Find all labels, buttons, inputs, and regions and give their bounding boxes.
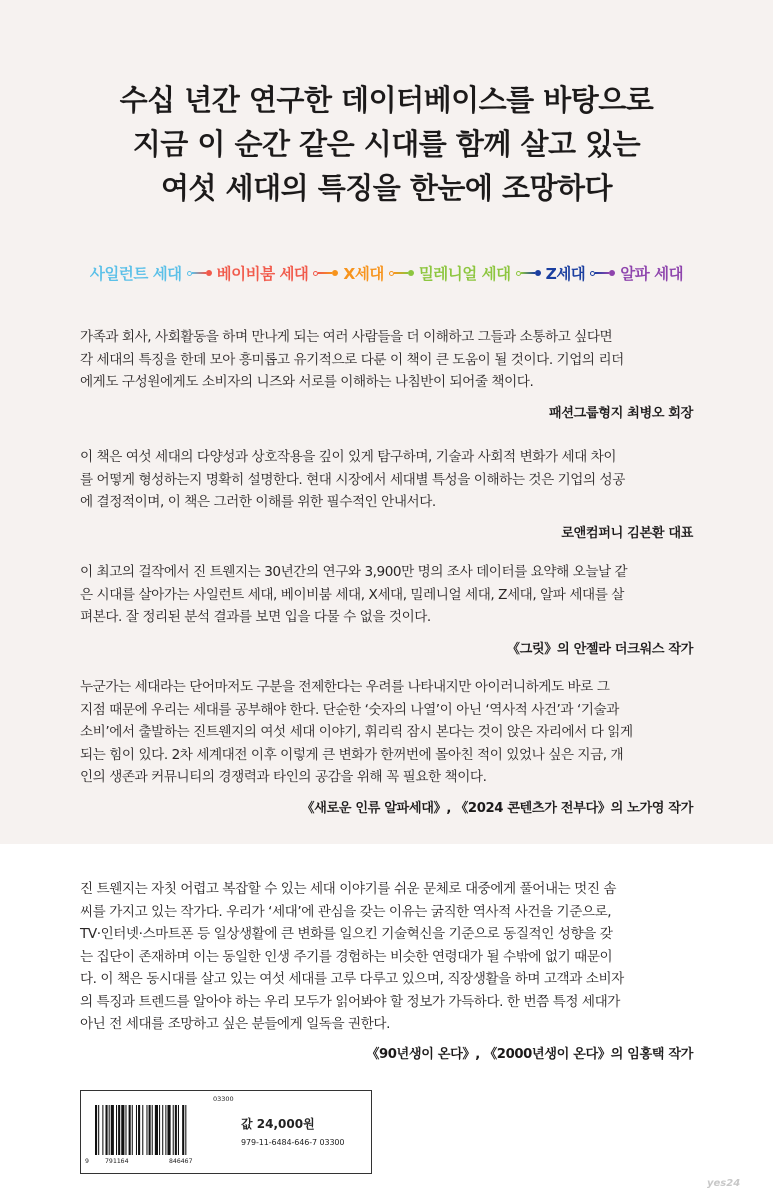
barcode-addon-code: 03300 xyxy=(213,1095,234,1103)
generation-timeline xyxy=(0,262,773,284)
blurb-line: 씨를 가지고 있는 작가다. 우리가 ‘세대’에 관심을 갖는 이유는 굵직한 역사적 사건을 기준으로, xyxy=(80,903,612,920)
generation-label: 베이비붐 세대 xyxy=(216,265,309,283)
connector-arrow-icon xyxy=(590,270,615,276)
blurb-2 xyxy=(80,446,694,514)
blurb-line: 인의 생존과 커뮤니티의 경쟁력과 타인의 공감을 위해 꼭 필요한 책이다. xyxy=(80,769,487,785)
blurb-line: 각 세대의 특징을 한데 모아 흥미롭고 유기적으로 다룬 이 책이 큰 도움이 될 것이다. 기업의 리더 xyxy=(80,351,624,368)
blurb-1 xyxy=(80,326,694,394)
blurb-3-attribution: 《그릿》의 안젤라 더크워스 작가 xyxy=(506,642,693,657)
barcode-box xyxy=(80,1090,372,1174)
blurb-5-attribution: 《90년생이 온다》, 《2000년생이 온다》의 임홍택 작가 xyxy=(366,1047,693,1062)
blurb-line: 에게도 구성원에게도 소비자의 니즈와 서로를 이해하는 나침반이 되어줄 책이다. xyxy=(80,374,534,390)
blurb-line: 은 시대를 살아가는 사일런트 세대, 베이비붐 세대, X세대, 밀레니얼 세대, Z세대, 알파 세대를 살 xyxy=(80,586,624,603)
blurb-line: 다. 이 책은 동시대를 살고 있는 여섯 세대를 고루 다루고 있으며, 직장생활을 하며 고객과 소비자 xyxy=(80,971,624,987)
price-label: 값 24,000원 xyxy=(241,1117,315,1131)
generation-label: Z세대 xyxy=(545,265,586,283)
barcode-digits-group-2: 846467 xyxy=(169,1157,193,1165)
blurb-line: 소비’에서 출발하는 진트웬지의 여섯 세대 이야기, 휘리릭 잠시 본다는 것이 앉은 자리에서 다 읽게 xyxy=(80,724,633,740)
blurb-line: 가족과 회사, 사회활동을 하며 만나게 되는 여러 사람들을 더 이해하고 그들과 소통하고 싶다면 xyxy=(80,329,613,345)
connector-arrow-icon xyxy=(389,270,414,276)
blurb-line: 는 집단이 존재하며 이는 동일한 인생 주기를 경험하는 비슷한 연령대가 될 수밖에 없기 때문이 xyxy=(80,948,613,965)
blurb-line: 의 특징과 트렌드를 알아야 하는 우리 모두가 읽어봐야 할 정보가 가득하다. 한 번쯤 특정 세대가 xyxy=(80,993,620,1010)
isbn-number: 979-11-6484-646-7 03300 xyxy=(241,1138,345,1147)
barcode-icon xyxy=(93,1105,233,1155)
headline-line-3: 여섯 세대의 특징을 한눈에 조망하다 xyxy=(160,171,613,205)
connector-arrow-icon xyxy=(187,270,212,276)
blurb-line: 에 결정적이며, 이 책은 그러한 이해를 위한 필수적인 안내서다. xyxy=(80,494,436,510)
generation-label: 사일런트 세대 xyxy=(89,265,182,283)
headline xyxy=(0,78,773,210)
blurb-line: 펴본다. 잘 정리된 분석 결과를 보면 입을 다물 수 없을 것이다. xyxy=(80,609,431,625)
watermark-logo: yes24 xyxy=(707,1178,741,1189)
barcode-digit-left: 9 xyxy=(85,1157,89,1165)
blurb-line: 를 어떻게 형성하는지 명확히 설명한다. 현대 시장에서 세대별 특성을 이해하는 것은 기업의 성공 xyxy=(80,471,625,488)
blurb-line: 아닌 전 세대를 조망하고 싶은 분들에게 일독을 권한다. xyxy=(80,1016,390,1032)
headline-line-2: 지금 이 순간 같은 시대를 함께 살고 있는 xyxy=(132,127,641,161)
headline-line-1: 수십 년간 연구한 데이터베이스를 바탕으로 xyxy=(119,83,654,117)
blurb-line: 누군가는 세대라는 단어마저도 구분을 전제한다는 우려를 나타내지만 아이러니하게도 바로 그 xyxy=(80,679,610,695)
generation-label: 알파 세대 xyxy=(620,265,684,283)
generation-label: 밀레니얼 세대 xyxy=(418,265,511,283)
barcode-digits-group-1: 791164 xyxy=(105,1157,129,1165)
blurb-line: 진 트웬지는 자칫 어렵고 복잡할 수 있는 세대 이야기를 쉬운 문체로 대중에게 풀어내는 멋진 솜 xyxy=(80,881,617,897)
blurb-2-attribution: 로앤컴퍼니 김본환 대표 xyxy=(561,526,693,541)
blurb-4 xyxy=(80,676,694,789)
blurb-line: 지점 때문에 우리는 세대를 공부해야 한다. 단순한 ‘숫자의 나열’이 아닌 ‘역사적 사건’과 ‘기술과 xyxy=(80,701,619,718)
blurb-4-attribution: 《새로운 인류 알파세대》, 《2024 콘텐츠가 전부다》의 노가영 작가 xyxy=(301,801,693,816)
blurb-5 xyxy=(80,878,694,1036)
connector-arrow-icon xyxy=(313,270,338,276)
connector-arrow-icon xyxy=(516,270,541,276)
blurb-line: TV·인터넷·스마트폰 등 일상생활에 큰 변화를 일으킨 기술혁신을 기준으로 동질적인 성향을 갖 xyxy=(80,926,613,942)
blurb-3 xyxy=(80,561,694,629)
blurb-line: 되는 힘이 있다. 2차 세계대전 이후 이렇게 큰 변화가 한꺼번에 몰아친 적이 있었나 싶은 지금, 개 xyxy=(80,746,624,763)
blurb-line: 이 최고의 걸작에서 진 트웬지는 30년간의 연구와 3,900만 명의 조사 데이터를 요약해 오늘날 같 xyxy=(80,564,628,580)
blurb-1-attribution: 패션그룹형지 최병오 회장 xyxy=(548,406,693,421)
generation-label: X세대 xyxy=(343,265,384,283)
blurb-line: 이 책은 여섯 세대의 다양성과 상호작용을 깊이 있게 탐구하며, 기술과 사회적 변화가 세대 차이 xyxy=(80,449,617,465)
